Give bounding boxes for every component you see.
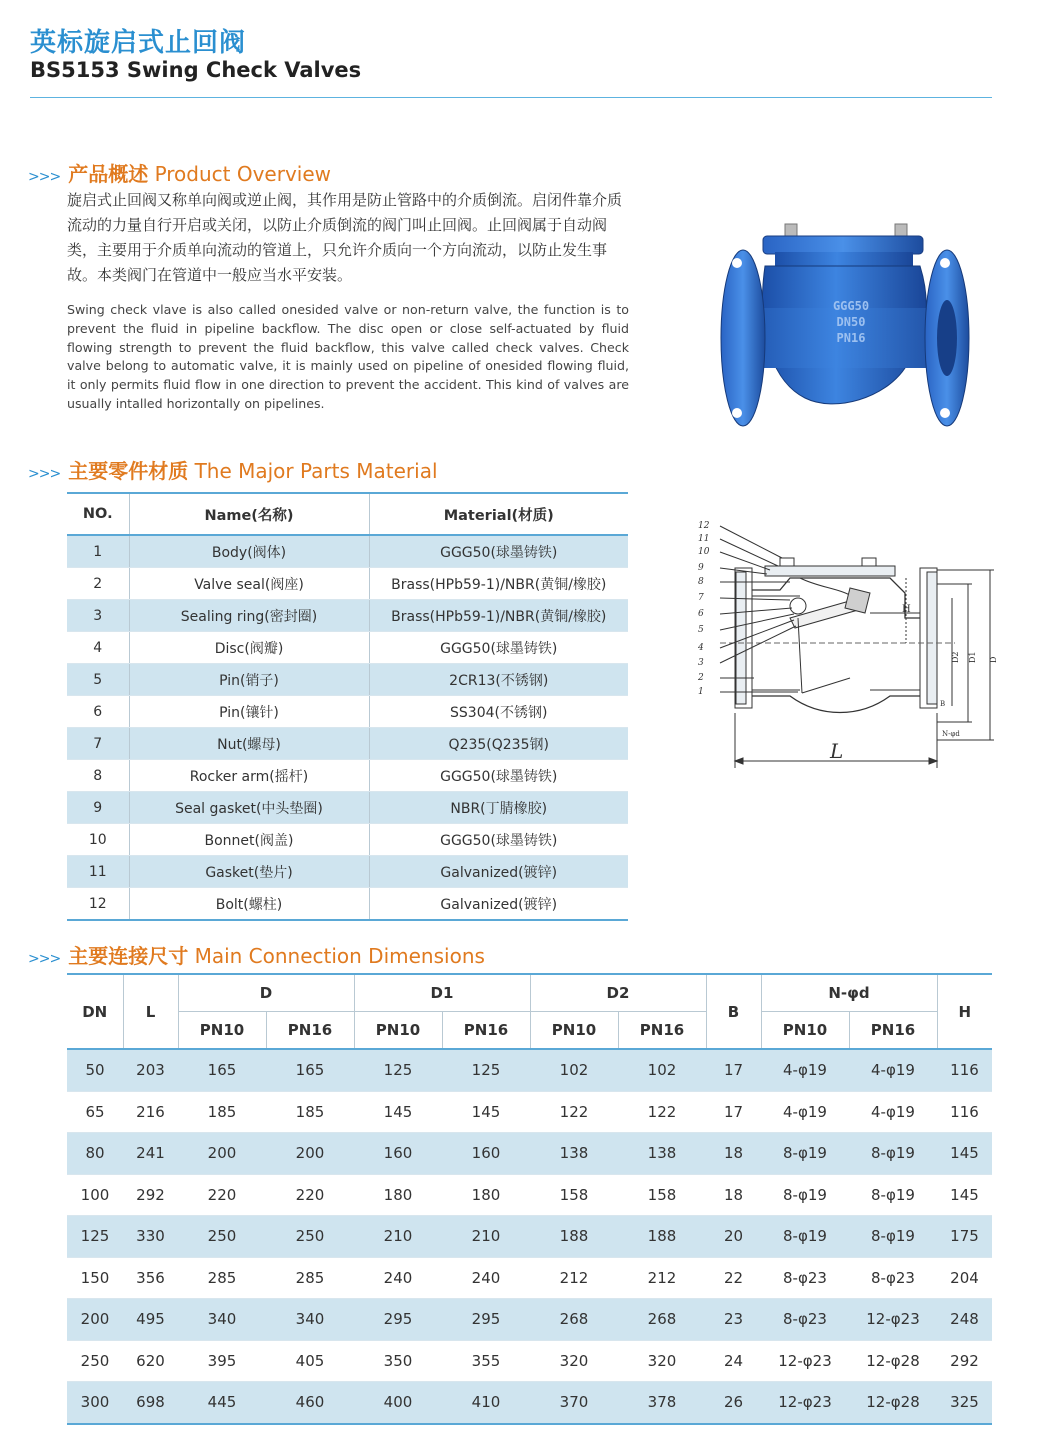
table-cell: 395 <box>178 1340 266 1382</box>
table-cell: 620 <box>123 1340 178 1382</box>
table-cell: 12-φ23 <box>761 1340 849 1382</box>
dims-table-row <box>67 1216 992 1258</box>
table-cell: 241 <box>123 1133 178 1175</box>
table-cell: 8-φ23 <box>761 1299 849 1341</box>
table-cell: 4-φ19 <box>761 1049 849 1091</box>
parts-table-row <box>67 824 628 856</box>
table-cell: 12 <box>67 888 129 921</box>
table-cell: 188 <box>530 1216 618 1258</box>
table-cell: 150 <box>67 1257 123 1299</box>
table-cell: 102 <box>530 1049 618 1091</box>
table-cell: 250 <box>178 1216 266 1258</box>
table-cell: 188 <box>618 1216 706 1258</box>
table-cell: 22 <box>706 1257 761 1299</box>
table-cell: 180 <box>442 1174 530 1216</box>
parts-heading-en: The Major Parts Material <box>194 459 438 483</box>
table-cell: NBR(丁腈橡胶) <box>369 792 628 824</box>
table-cell: 116 <box>937 1049 992 1091</box>
parts-table-row <box>67 856 628 888</box>
table-cell: 330 <box>123 1216 178 1258</box>
table-cell: 250 <box>67 1340 123 1382</box>
sub-d1-pn10: PN10 <box>354 1012 442 1050</box>
table-cell: 145 <box>937 1174 992 1216</box>
dims-table-row <box>67 1340 992 1382</box>
sub-nd-pn16: PN16 <box>849 1012 937 1050</box>
table-cell: 18 <box>706 1133 761 1175</box>
sub-d1-pn16: PN16 <box>442 1012 530 1050</box>
table-cell: 12-φ28 <box>849 1382 937 1424</box>
table-cell: 4-φ19 <box>849 1091 937 1133</box>
table-cell: 2 <box>67 568 129 600</box>
parts-heading-cn: 主要零件材质 <box>68 459 189 483</box>
table-cell: 7 <box>67 728 129 760</box>
table-cell: 17 <box>706 1049 761 1091</box>
table-cell: 340 <box>266 1299 354 1341</box>
table-cell: 145 <box>442 1091 530 1133</box>
parts-table-row <box>67 600 628 632</box>
table-cell: 122 <box>530 1091 618 1133</box>
col-d2: D2 <box>530 974 706 1012</box>
parts-table-row <box>67 792 628 824</box>
dims-table-body <box>67 1049 992 1424</box>
drawing-part-9: 9 <box>698 563 704 573</box>
col-nd: N-φd <box>761 974 937 1012</box>
col-material: Material(材质) <box>369 493 628 535</box>
dims-table-row <box>67 1133 992 1175</box>
table-cell: 158 <box>530 1174 618 1216</box>
parts-table-row <box>67 568 628 600</box>
table-cell: 165 <box>178 1049 266 1091</box>
table-cell: 122 <box>618 1091 706 1133</box>
table-cell: 158 <box>618 1174 706 1216</box>
table-cell: 405 <box>266 1340 354 1382</box>
sub-nd-pn10: PN10 <box>761 1012 849 1050</box>
table-cell: 200 <box>266 1133 354 1175</box>
sub-d2-pn16: PN16 <box>618 1012 706 1050</box>
table-cell: 350 <box>354 1340 442 1382</box>
table-cell: 8-φ19 <box>761 1216 849 1258</box>
table-cell: 203 <box>123 1049 178 1091</box>
table-cell: 125 <box>67 1216 123 1258</box>
table-cell: 220 <box>178 1174 266 1216</box>
table-cell: 220 <box>266 1174 354 1216</box>
parts-table-row <box>67 535 628 568</box>
table-cell: 200 <box>67 1299 123 1341</box>
table-cell: 23 <box>706 1299 761 1341</box>
col-dn: DN <box>67 974 123 1049</box>
table-cell: Pin(销子) <box>129 664 369 696</box>
parts-table-row <box>67 728 628 760</box>
header-divider <box>30 97 992 98</box>
dims-table-row <box>67 1091 992 1133</box>
table-cell: 8-φ19 <box>849 1174 937 1216</box>
col-name: Name(名称) <box>129 493 369 535</box>
table-cell: 138 <box>618 1133 706 1175</box>
drawing-part-6: 6 <box>698 609 704 619</box>
parts-table-row <box>67 760 628 792</box>
table-cell: GGG50(球墨铸铁) <box>369 632 628 664</box>
valve-product-image <box>715 218 975 453</box>
drawing-part-2: 2 <box>698 673 704 683</box>
table-cell: 445 <box>178 1382 266 1424</box>
table-cell: 125 <box>354 1049 442 1091</box>
page-title-cn: 英标旋启式止回阀 <box>30 28 247 58</box>
parts-header-row <box>67 493 628 535</box>
table-cell: 4-φ19 <box>849 1049 937 1091</box>
dims-table-row <box>67 1174 992 1216</box>
table-cell: 11 <box>67 856 129 888</box>
table-cell: Nut(螺母) <box>129 728 369 760</box>
drawing-part-10: 10 <box>698 547 710 557</box>
table-cell: 268 <box>530 1299 618 1341</box>
table-cell: 4 <box>67 632 129 664</box>
table-cell: 495 <box>123 1299 178 1341</box>
dims-table-row <box>67 1049 992 1091</box>
table-cell: 24 <box>706 1340 761 1382</box>
drawing-part-12: 12 <box>698 521 710 531</box>
table-cell: Bonnet(阀盖) <box>129 824 369 856</box>
col-l: L <box>123 974 178 1049</box>
overview-heading-en: Product Overview <box>154 162 332 186</box>
drawing-part-1: 1 <box>698 687 704 697</box>
table-cell: 26 <box>706 1382 761 1424</box>
overview-text-cn: 旋启式止回阀又称单向阀或逆止阀，其作用是防止管路中的介质倒流。启闭件靠介质流动的力量自行开启或关闭，以防止介质倒流的阀门叫止回阀。止回阀属于自动阀类，主要用于介质单向流动的管道上，只允许介质向一个方向流动，以防止发生事故。本类阀门在管道中一般应当水平安装。 <box>67 191 623 284</box>
table-cell: 5 <box>67 664 129 696</box>
table-cell: GGG50(球墨铸铁) <box>369 760 628 792</box>
table-cell: Brass(HPb59-1)/NBR(黄铜/橡胶) <box>369 600 628 632</box>
table-cell: SS304(不锈钢) <box>369 696 628 728</box>
table-cell: 300 <box>67 1382 123 1424</box>
table-cell: 210 <box>442 1216 530 1258</box>
drawing-label-D1: D1 <box>968 651 977 663</box>
table-cell: Body(阀体) <box>129 535 369 568</box>
table-cell: 356 <box>123 1257 178 1299</box>
table-cell: 80 <box>67 1133 123 1175</box>
table-cell: 185 <box>178 1091 266 1133</box>
table-cell: 160 <box>354 1133 442 1175</box>
table-cell: 250 <box>266 1216 354 1258</box>
table-cell: 12-φ23 <box>849 1299 937 1341</box>
dims-table-row <box>67 1299 992 1341</box>
dims-table-row <box>67 1382 992 1424</box>
dimensions-table <box>67 973 992 1425</box>
table-cell: 2CR13(不锈钢) <box>369 664 628 696</box>
drawing-label-Nd: N-φd <box>942 730 960 738</box>
table-cell: Sealing ring(密封圈) <box>129 600 369 632</box>
parts-table-body <box>67 535 628 920</box>
overview-heading <box>28 158 331 187</box>
table-cell: Rocker arm(摇杆) <box>129 760 369 792</box>
drawing-label-H: H <box>902 604 911 615</box>
table-cell: 12-φ23 <box>761 1382 849 1424</box>
table-cell: 355 <box>442 1340 530 1382</box>
drawing-label-D: D <box>989 656 998 663</box>
overview-text-en: Swing check vlave is also called onesided valve or non-return valve, the function is to prevent the fluid in pipeline backflow. The disc open or close self-actuated by fluid flowing strength to prevent the fluid backflow, this valve called check valves. Check valve belong to automatic valve, it is mainly used on pipeline of onesided flowing fluid, it only permits fluid flow in one direction to prevent the accident. This kind of valves are usually intalled horizontally on pipelines. <box>67 302 629 411</box>
table-cell: 292 <box>123 1174 178 1216</box>
table-cell: 204 <box>937 1257 992 1299</box>
drawing-part-11: 11 <box>698 534 710 544</box>
dims-subheader-row <box>67 1012 992 1050</box>
parts-material-table <box>67 492 628 921</box>
table-cell: 698 <box>123 1382 178 1424</box>
sub-d2-pn10: PN10 <box>530 1012 618 1050</box>
col-d: D <box>178 974 354 1012</box>
table-cell: 295 <box>354 1299 442 1341</box>
table-cell: 12-φ28 <box>849 1340 937 1382</box>
dims-header-row <box>67 974 992 1012</box>
dims-heading-cn: 主要连接尺寸 <box>68 944 189 968</box>
drawing-part-8: 8 <box>698 577 704 587</box>
table-cell: 20 <box>706 1216 761 1258</box>
table-cell: 6 <box>67 696 129 728</box>
table-cell: 285 <box>266 1257 354 1299</box>
table-cell: 410 <box>442 1382 530 1424</box>
table-cell: 8-φ19 <box>761 1174 849 1216</box>
table-cell: 268 <box>618 1299 706 1341</box>
table-cell: Bolt(螺柱) <box>129 888 369 921</box>
parts-table-row <box>67 696 628 728</box>
table-cell: 160 <box>442 1133 530 1175</box>
chevron-right-icon: >>> <box>28 169 61 185</box>
drawing-part-3: 3 <box>698 658 704 668</box>
table-cell: 8-φ19 <box>849 1133 937 1175</box>
chevron-right-icon: >>> <box>28 951 61 967</box>
table-cell: 175 <box>937 1216 992 1258</box>
table-cell: 325 <box>937 1382 992 1424</box>
table-cell: 210 <box>354 1216 442 1258</box>
table-cell: 378 <box>618 1382 706 1424</box>
table-cell: 216 <box>123 1091 178 1133</box>
table-cell: 1 <box>67 535 129 568</box>
table-cell: 8-φ23 <box>849 1257 937 1299</box>
table-cell: 292 <box>937 1340 992 1382</box>
table-cell: Gasket(垫片) <box>129 856 369 888</box>
sub-d-pn16: PN16 <box>266 1012 354 1050</box>
table-cell: GGG50(球墨铸铁) <box>369 824 628 856</box>
table-cell: 138 <box>530 1133 618 1175</box>
table-cell: 285 <box>178 1257 266 1299</box>
col-h: H <box>937 974 992 1049</box>
table-cell: 3 <box>67 600 129 632</box>
table-cell: 8-φ23 <box>761 1257 849 1299</box>
table-cell: 200 <box>178 1133 266 1175</box>
table-cell: 320 <box>530 1340 618 1382</box>
drawing-label-B: B <box>940 700 946 708</box>
table-cell: 240 <box>354 1257 442 1299</box>
casting-text-1: GGG50 <box>832 299 870 313</box>
table-cell: 180 <box>354 1174 442 1216</box>
dims-table-row <box>67 1257 992 1299</box>
col-b: B <box>706 974 761 1049</box>
table-cell: 10 <box>67 824 129 856</box>
table-cell: Galvanized(镀锌) <box>369 888 628 921</box>
table-cell: Q235(Q235钢) <box>369 728 628 760</box>
table-cell: 185 <box>266 1091 354 1133</box>
table-cell: 212 <box>618 1257 706 1299</box>
table-cell: Disc(阀瓣) <box>129 632 369 664</box>
table-cell: Brass(HPb59-1)/NBR(黄铜/橡胶) <box>369 568 628 600</box>
table-cell: 50 <box>67 1049 123 1091</box>
col-d1: D1 <box>354 974 530 1012</box>
table-cell: 145 <box>354 1091 442 1133</box>
table-cell: 370 <box>530 1382 618 1424</box>
table-cell: 9 <box>67 792 129 824</box>
drawing-label-D2: D2 <box>951 651 960 663</box>
table-cell: 145 <box>937 1133 992 1175</box>
table-cell: 8-φ19 <box>849 1216 937 1258</box>
table-cell: GGG50(球墨铸铁) <box>369 535 628 568</box>
table-cell: 340 <box>178 1299 266 1341</box>
overview-heading-cn: 产品概述 <box>68 162 149 186</box>
drawing-part-7: 7 <box>698 593 704 603</box>
drawing-part-5: 5 <box>698 625 704 635</box>
table-cell: 460 <box>266 1382 354 1424</box>
col-no: NO. <box>67 493 129 535</box>
table-cell: Seal gasket(中头垫圈) <box>129 792 369 824</box>
table-cell: 102 <box>618 1049 706 1091</box>
dims-heading-en: Main Connection Dimensions <box>194 944 485 968</box>
table-cell: 17 <box>706 1091 761 1133</box>
table-cell: 116 <box>937 1091 992 1133</box>
table-cell: 8-φ19 <box>761 1133 849 1175</box>
casting-text-2: DN50 <box>836 315 866 329</box>
table-cell: 4-φ19 <box>761 1091 849 1133</box>
drawing-part-4: 4 <box>698 643 704 653</box>
parts-table-row <box>67 632 628 664</box>
parts-table-row <box>67 888 628 921</box>
table-cell: 295 <box>442 1299 530 1341</box>
table-cell: 65 <box>67 1091 123 1133</box>
table-cell: 125 <box>442 1049 530 1091</box>
table-cell: Pin(镶针) <box>129 696 369 728</box>
page-title-en: BS5153 Swing Check Valves <box>30 58 362 82</box>
drawing-label-L: L <box>830 739 844 763</box>
table-cell: Galvanized(镀锌) <box>369 856 628 888</box>
table-cell: 240 <box>442 1257 530 1299</box>
valve-section-drawing <box>690 518 1010 778</box>
table-cell: 248 <box>937 1299 992 1341</box>
chevron-right-icon: >>> <box>28 466 61 482</box>
table-cell: 18 <box>706 1174 761 1216</box>
parts-heading <box>28 455 438 484</box>
casting-text-3: PN16 <box>836 331 866 345</box>
dims-heading <box>28 940 485 969</box>
table-cell: 100 <box>67 1174 123 1216</box>
table-cell: 165 <box>266 1049 354 1091</box>
table-cell: 8 <box>67 760 129 792</box>
table-cell: 400 <box>354 1382 442 1424</box>
table-cell: 212 <box>530 1257 618 1299</box>
parts-table-row <box>67 664 628 696</box>
table-cell: Valve seal(阀座) <box>129 568 369 600</box>
table-cell: 320 <box>618 1340 706 1382</box>
sub-d-pn10: PN10 <box>178 1012 266 1050</box>
